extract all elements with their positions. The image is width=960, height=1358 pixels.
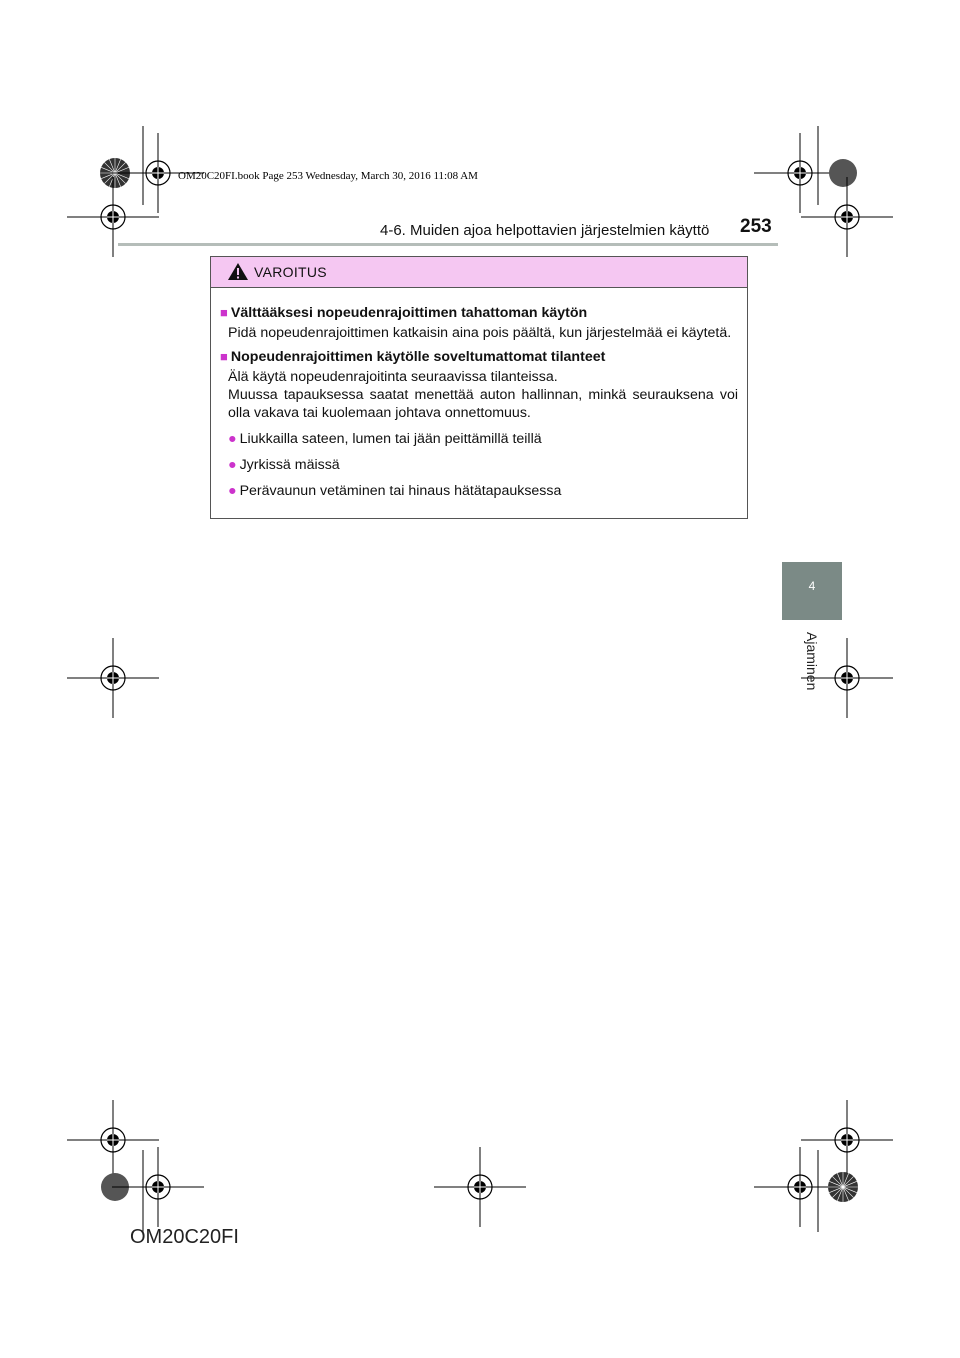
section-2-paragraph-1: Älä käytä nopeudenrajoitinta seuraavissa tilanteissa.: [228, 369, 558, 385]
page-number: 253: [740, 216, 772, 237]
warning-box: [210, 256, 748, 519]
warning-title: VAROITUS: [254, 264, 327, 280]
chapter-number: 4: [808, 579, 816, 593]
footer-code: OM20C20FI: [130, 1226, 239, 1248]
chapter-title: Ajaminen: [804, 632, 820, 691]
section-2-paragraph-2: Muussa tapauksessa saatat menettää auton hallinnan, minkä seurauksena voi olla vakava tai kuolemaan johtava onnettomuus.: [228, 387, 738, 421]
square-bullet-icon: ■: [220, 349, 228, 364]
running-header: 4-6. Muiden ajoa helpottavien järjestelmien käyttö: [380, 222, 710, 239]
list-item: ● Liukkailla sateen, lumen tai jään peittämillä teillä: [228, 431, 542, 447]
section-heading-1: ■ Välttääksesi nopeudenrajoittimen tahattoman käytön: [220, 305, 588, 321]
header-rule: [118, 243, 778, 246]
list-item: ● Perävaunun vetäminen tai hinaus hätätapauksessa: [228, 483, 562, 499]
circle-bullet-icon: ●: [228, 483, 237, 499]
circle-bullet-icon: ●: [228, 457, 237, 473]
list-item: ● Jyrkissä mäissä: [228, 457, 340, 473]
warning-body: [211, 288, 747, 500]
chapter-tab: [782, 562, 842, 620]
warning-header: [211, 257, 747, 288]
section-heading-2: ■ Nopeudenrajoittimen käytölle soveltumattomat tilanteet: [220, 349, 606, 365]
circle-bullet-icon: ●: [228, 431, 237, 447]
square-bullet-icon: ■: [220, 305, 228, 320]
section-1-paragraph: Pidä nopeudenrajoittimen katkaisin aina pois päältä, kun järjestelmää ei käytetä.: [228, 325, 732, 341]
book-file-info: OM20C20FI.book Page 253 Wednesday, March 30, 2016 11:08 AM: [178, 170, 478, 182]
warning-triangle-icon: [227, 262, 249, 281]
